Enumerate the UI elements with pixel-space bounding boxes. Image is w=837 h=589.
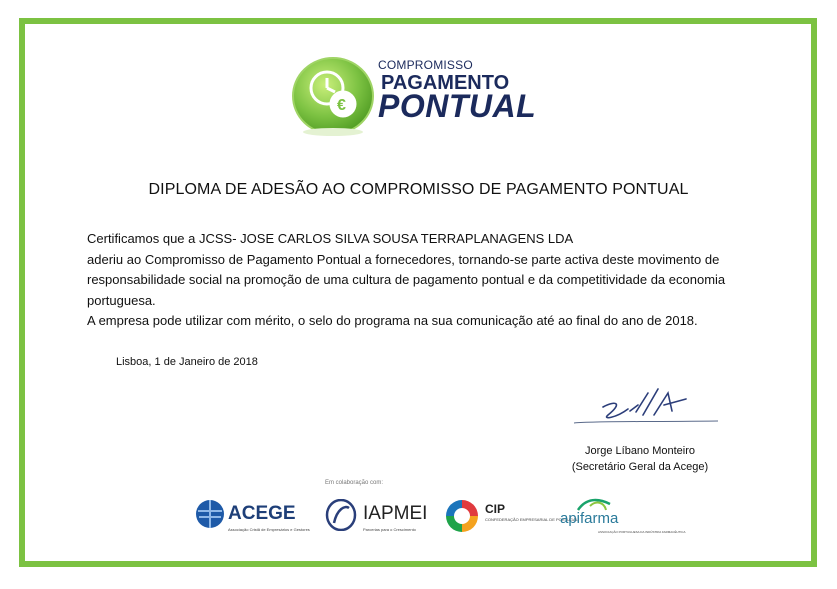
body-line: Certificamos que a JCSS- JOSE CARLOS SILVA SOUSA TERRAPLANAGENS LDA [87,231,574,246]
partner-subtitle: ASSOCIAÇÃO PORTUGUESA DA INDÚSTRIA FARMACÊUTICA [598,530,686,534]
cip-logo [443,495,578,537]
signer-name: Jorge Líbano Monteiro [584,445,696,457]
body-line: A empresa pode utilizar com mérito, o selo do programa na sua comunicação até ao final do ano de 2018. [87,313,698,328]
body-line: responsabilidade social na promoção de uma cultura de pagamento pontual e da competitividade da economia [87,272,726,287]
signature-image [568,385,723,427]
svg-text:€: € [337,97,346,114]
partner-subtitle: CONFEDERAÇÃO EMPRESARIAL DE PORTUGAL [485,517,578,522]
iapmei-ring-icon [325,499,357,531]
logo-line-1: COMPROMISSO [378,58,473,72]
body-line: portuguesa. [87,292,156,308]
cip-circle-icon [443,497,481,535]
signer-block [540,443,740,475]
apifarma-logo [558,496,686,536]
diploma-title: DIPLOMA DE ADESÃO AO COMPROMISSO DE PAGAMENTO PONTUAL [148,181,689,198]
partner-subtitle: Associação Cristã de Empresários e Gestores [228,527,310,532]
body-line: aderiu ao Compromisso de Pagamento Pontual a fornecedores, tornando-se parte activa deste movimento de [87,251,720,267]
certificate-body [87,229,767,332]
acege-globe-icon [195,499,225,529]
iapmei-logo [325,497,435,537]
partner-name: ACEGE [228,503,296,524]
logo-line-3: PONTUAL [378,88,537,124]
acege-logo [195,497,310,537]
logo-line-2: PAGAMENTO [381,72,510,94]
partner-name: IAPMEI [363,503,428,524]
issue-date: Lisboa, 1 de Janeiro de 2018 [116,356,258,368]
signer-role: (Secretário Geral da Acege) [571,461,709,473]
partner-name: apifarma [560,510,619,527]
partner-subtitle: Parcerias para o Crescimento [363,527,416,532]
partner-name: CIP [485,502,506,516]
collaboration-label: Em colaboração com: [325,480,384,486]
